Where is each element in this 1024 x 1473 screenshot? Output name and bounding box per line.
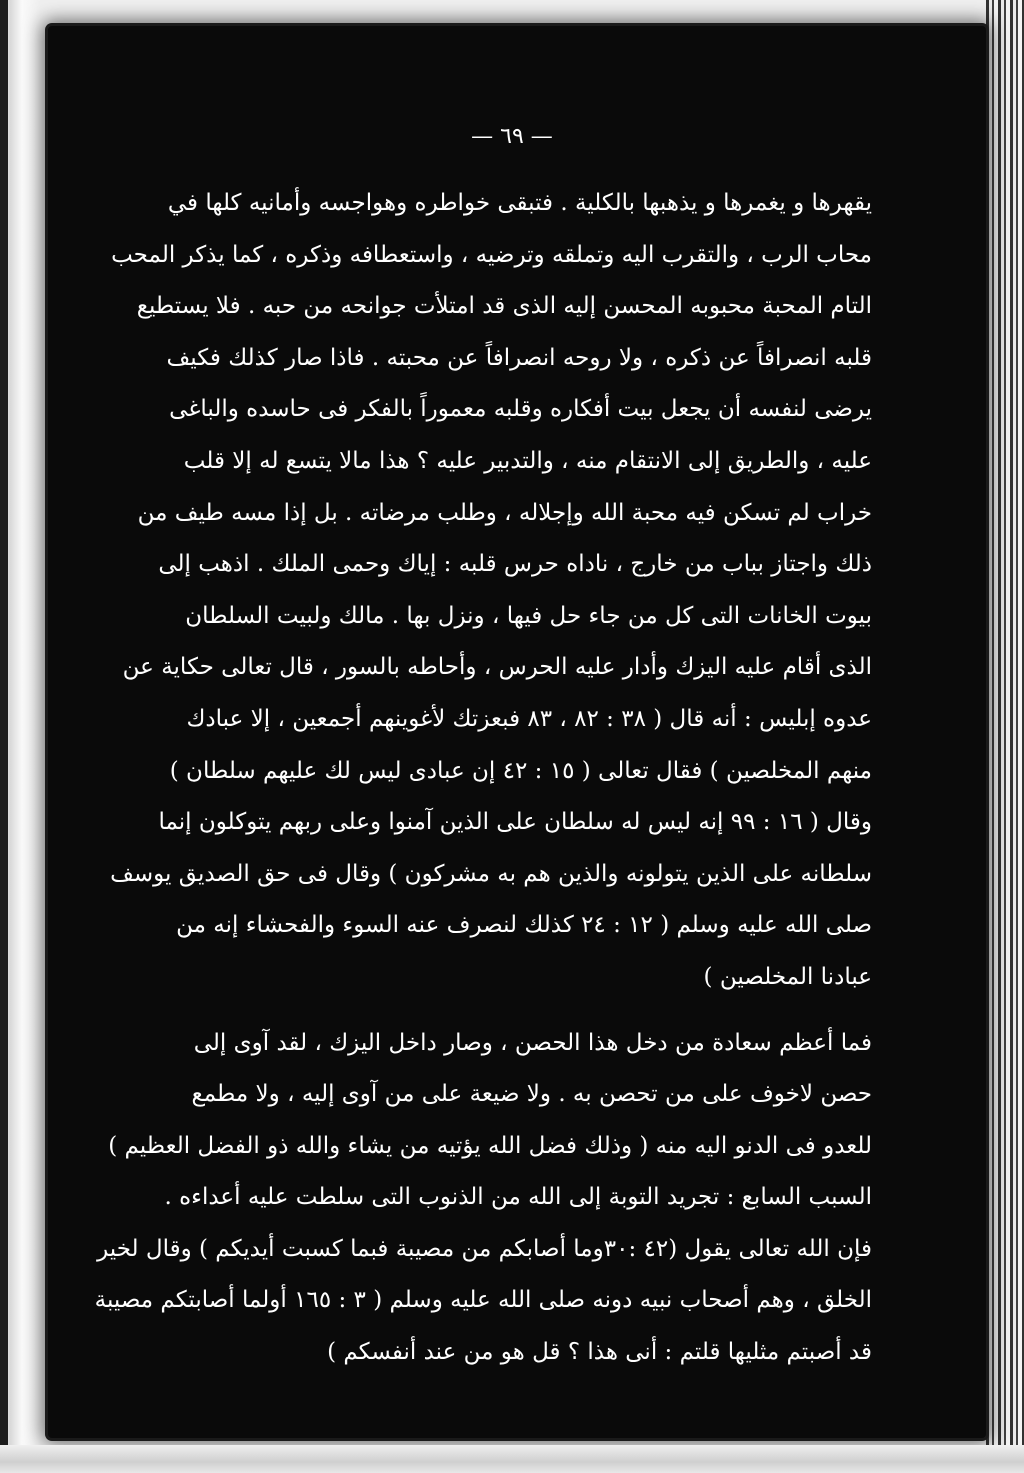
scan-right-edge [986, 0, 1024, 1473]
text-line-paragraph-end: عبادنا المخلصين ) [703, 963, 872, 990]
text-line: الذى أقام عليه اليزك وأدار عليه الحرس ، وأحاطه بالسور ، قال تعالى حكاية عن [122, 654, 872, 681]
text-line: صلى الله عليه وسلم ( ١٢ : ٢٤ كذلك لنصرف عنه السوء والفحشاء إنه من [176, 912, 872, 939]
text-line: خراب لم تسكن فيه محبة الله وإجلاله ، وطلب مرضاته . بل إذا مسه طيف من [137, 499, 872, 526]
paragraph-gap [200, 1004, 872, 1018]
text-line: التام المحبة محبوبه المحسن إليه الذى قد امتلأت جوانحه من حبه . فلا يستطيع [136, 293, 872, 320]
text-line: للعدو فى الدنو اليه منه ( وذلك فضل الله يؤتيه من يشاء والله ذو الفضل العظيم ) [108, 1132, 872, 1159]
text-line: سلطانه على الذين يتولونه والذين هم به مشركون ) وقال فى حق الصديق يوسف [110, 860, 872, 887]
text-line: بيوت الخانات التى كل من جاء حل فيها ، ونزل بها . مالك ولبيت السلطان [185, 602, 872, 629]
text-line: عدوه إبليس : أنه قال ( ٣٨ : ٨٢ ، ٨٣ فبعزتك لأغوينهم أجمعين ، إلا عبادك [186, 705, 872, 732]
text-line: السبب السابع : تجريد التوبة إلى الله من الذنوب التى سلطت عليه أعداءه . [164, 1184, 872, 1211]
text-line: منهم المخلصين ) فقال تعالى ( ١٥ : ٤٢ إن عبادى ليس لك عليهم سلطان ) [169, 757, 872, 784]
text-line: فإن الله تعالى يقول (٤٢ :٣٠وما أصابكم من مصيبة فبما كسبت أيديكم ) وقال لخير [97, 1235, 872, 1262]
scan-bottom-edge [0, 1445, 1024, 1473]
text-line: فما أعظم سعادة من دخل هذا الحصن ، وصار داخل اليزك ، لقد آوى إلى [193, 1029, 872, 1056]
text-line: عليه ، والطريق إلى الانتقام منه ، والتدبير عليه ؟ هذا مالا يتسع له إلا قلب [183, 447, 872, 474]
text-line: حصن لاخوف على من تحصن به . ولا ضيعة على من آوى إليه ، ولا مطمع [191, 1081, 872, 1108]
text-line: محاب الرب ، والتقرب اليه وتملقه وترضيه ، واستعطافه وذكره ، كما يذكر المحب [111, 241, 872, 268]
text-line: وقال ( ١٦ : ٩٩ إنه ليس له سلطان على الذين آمنوا وعلى ربهم يتوكلون إنما [158, 809, 872, 836]
page-number: — ٦٩ — [471, 124, 553, 149]
page-text [94, 178, 872, 1379]
text-line-paragraph-end: قد أصبتم مثليها قلتم : أنى هذا ؟ قل هو من عند أنفسكم ) [327, 1339, 872, 1366]
text-line: يقهرها و يغمرها و يذهبها بالكلية . فتبقى خواطره وهواجسه وأمانيه كلها في [167, 190, 872, 216]
text-line: يرضى لنفسه أن يجعل بيت أفكاره وقلبه معموراً بالفكر فى حاسده والباغى [169, 396, 872, 423]
text-line: قلبه انصرافاً عن ذكره ، ولا روحه انصرافاً عن محبته . فاذا صار كذلك فكيف [166, 344, 872, 371]
text-line: الخلق ، وهم أصحاب نبيه دونه صلى الله عليه وسلم ( ٣ : ١٦٥ أولما أصابتكم مصيبة [94, 1287, 872, 1314]
text-line: ذلك واجتاز بباب من خارج ، ناداه حرس قلبه : إياك وحمى الملك . اذهب إلى [158, 551, 872, 578]
scan-left-edge [0, 0, 8, 1473]
